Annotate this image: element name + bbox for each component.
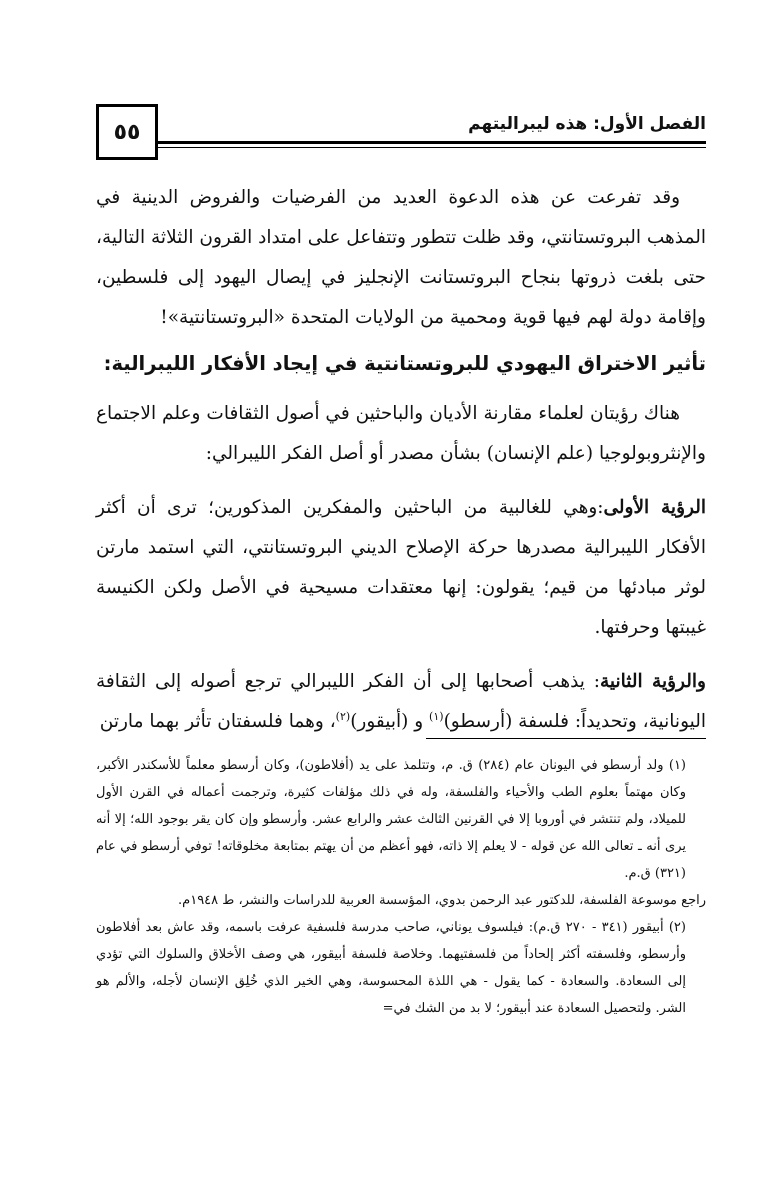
paragraph-3 [96, 488, 706, 648]
page-number: ٥٥ [96, 104, 158, 160]
paragraph-2: هناك رؤيتان لعلماء مقارنة الأديان والباحثين في أصول الثقافات وعلم الاجتماع والإنثروبولوجيا (علم الإنسان) بشأن مصدر أو أصل الفكر الليبرالي: [96, 403, 706, 464]
footnote-reference: راجع موسوعة الفلسفة، للدكتور عبد الرحمن بدوي، المؤسسة العربية للدراسات والنشر، ط ١٩٤٨م. [178, 893, 706, 908]
paragraph-4 [96, 662, 706, 742]
paragraph-4-text-c: ، وهما فلسفتان تأثر بهما مارتن [99, 711, 336, 732]
running-header [96, 104, 706, 164]
paragraph-4-lead: والرؤية الثانية [600, 671, 706, 692]
header-rule-thick [158, 141, 706, 144]
paragraph-4-text-a: : يذهب أصحابها إلى أن الفكر الليبرالي ترجع أصوله إلى الثقافة اليونانية، وتحديداً: فلسفة (أرسطو) [96, 671, 706, 732]
paragraph-1: وقد تفرعت عن هذه الدعوة العديد من الفرضيات والفروض الدينية في المذهب البروتستانتي، وقد ظلت تتطور وتتفاعل على امتداد القرون الثلاثة التالية، حتى بلغت ذروتها بنجاح البروتستانت الإنجليز في إيصال اليهود إلى فلسطين، وإقامة دولة لهم فيها قوية ومحمية من الولايات المتحدة «البروتستانتية»! [96, 187, 706, 328]
section-heading: تأثير الاختراق اليهودي للبروتستانتية في إيجاد الأفكار الليبرالية: [103, 352, 706, 375]
paragraph-3-lead: الرؤية الأولى [603, 497, 706, 518]
main-text [96, 178, 706, 742]
footnote-ref-2: (٢) [335, 709, 351, 723]
header-rule-thin [158, 147, 706, 148]
footnote-1: (١) ولد أرسطو في اليونان عام (٢٨٤) ق. م، وتتلمذ على يد (أفلاطون)، وكان أرسطو معلماً للأسكندر الأكبر، وكان مهتماً بعلوم الطب والأحياء والفلسفة، وله في ذلك مؤلفات كثيرة، وترجمت أعماله في القرن الأول للميلاد، ولم تنتشر في أوروبا إلا في القرنين الثالث عشر والرابع عشر. وأرسطو وإن كان يقر بوجود الله؛ إلا أنه يرى أنه ـ تعالى الله عن قوله - لا يعلم إلا ذاته، فهو أعظم من أن يهتم بمتابعة مخلوقاته! توفي أرسطو في عام (٣٢١) ق.م. [96, 758, 686, 881]
footnotes [96, 752, 706, 1022]
footnote-2: (٢) أبيقور (٣٤١ - ٢٧٠ ق.م): فيلسوف يوناني، صاحب مدرسة فلسفية عرفت باسمه، وقد عاش بعد أفلاطون وأرسطو، وفلسفته أكثر إلحاداً من فلسفتيهما. وخلاصة فلسفة أبيقور، هي وصف الأخلاق والسلوك التي تؤدي إلى السعادة. والسعادة - كما يقول - هي اللذة المحسوسة، وهي الخير الذي خُلِق الإنسان لأجله، والألم هو الشر. ولتحصيل السعادة عند أبيقور؛ لا بد من الشك في= [96, 920, 686, 1016]
footnote-rule [426, 738, 706, 739]
paragraph-3-text: :وهي للغالبية من الباحثين والمفكرين المذكورين؛ ترى أن أكثر الأفكار الليبرالية مصدرها حركة الإصلاح الديني البروتستانتي، التي استمد مارتن لوثر مبادئها من قيم؛ يقولون: إنها معتقدات مسيحية في الأصل ولكن الكنيسة غيبتها وحرفتها. [96, 497, 706, 638]
chapter-title: الفصل الأول: هذه ليبراليتهم [468, 114, 706, 134]
footnote-ref-1: (١) [429, 709, 444, 723]
paragraph-4-text-b: و (أبيقور) [350, 711, 430, 732]
